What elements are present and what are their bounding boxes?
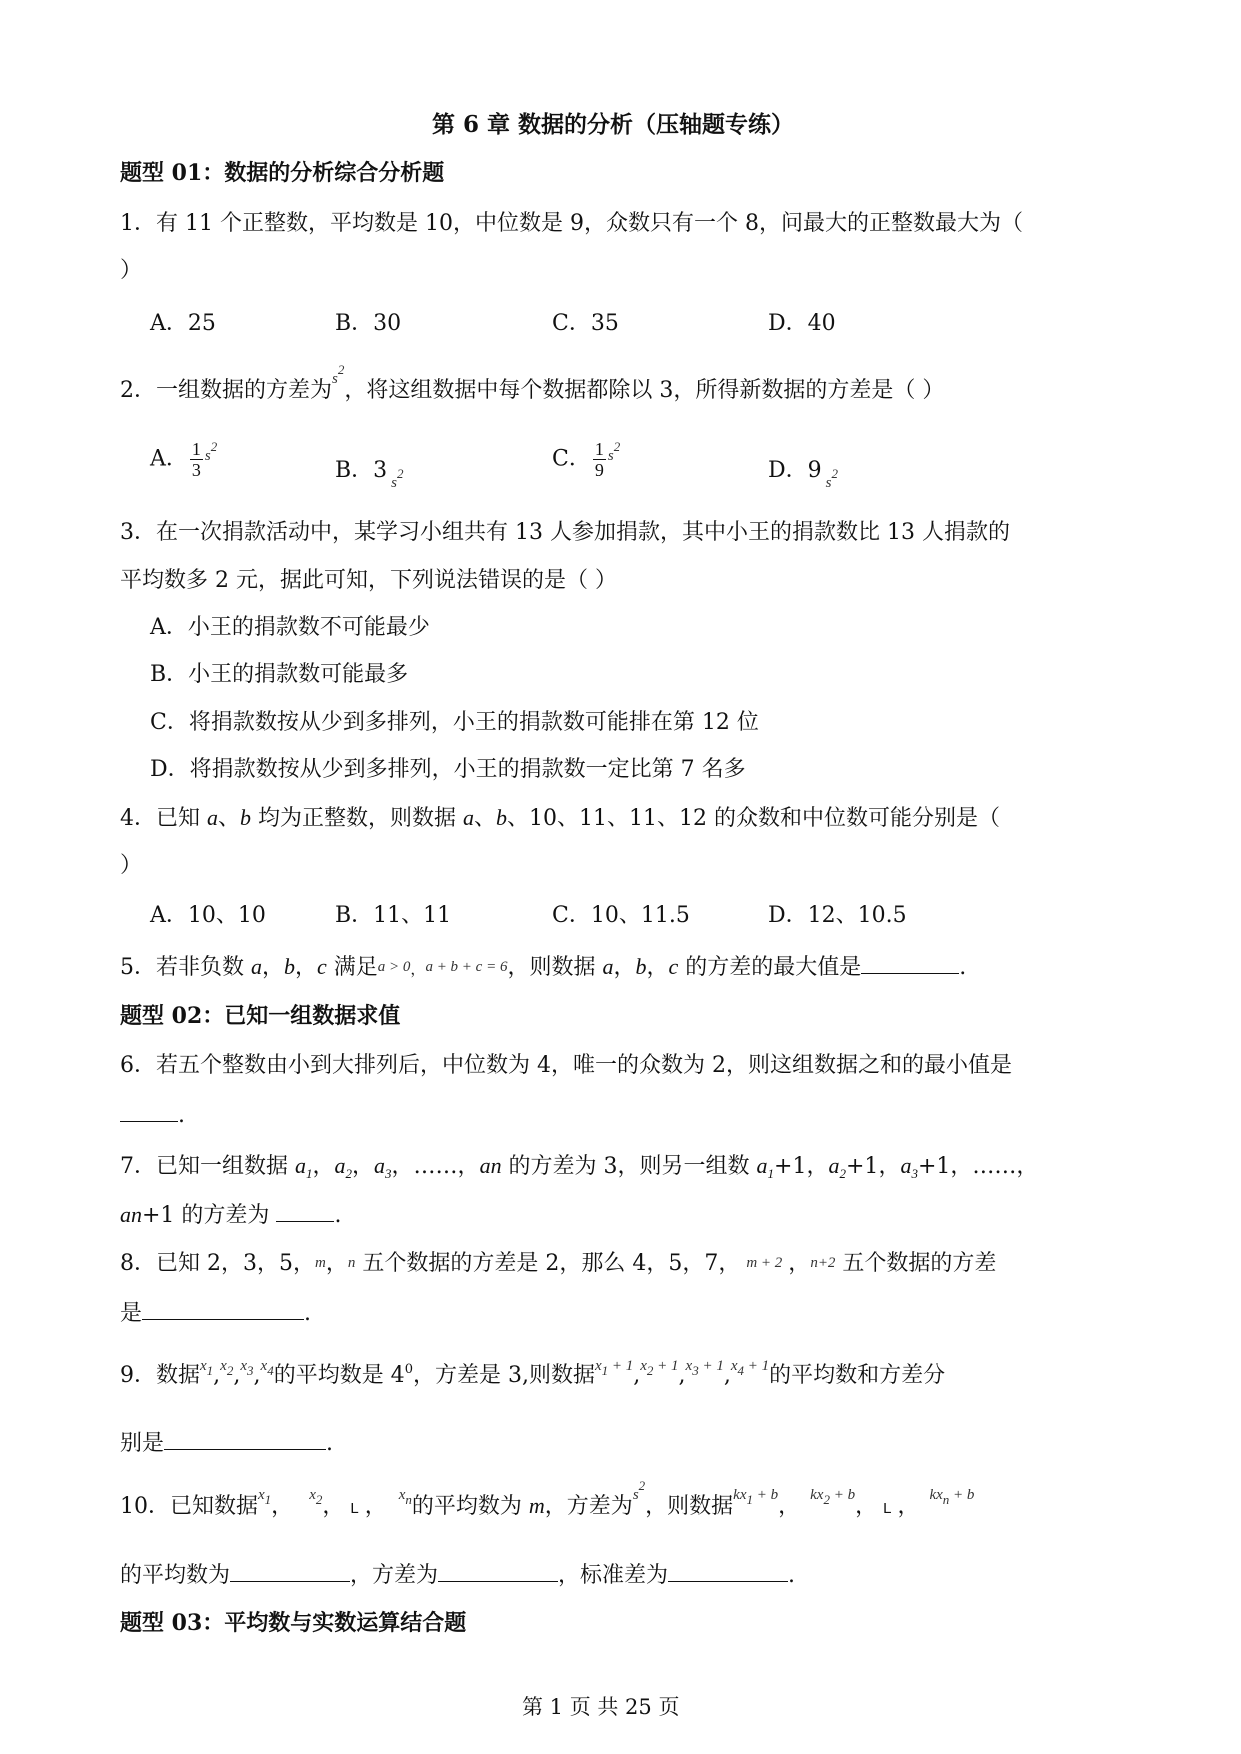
q3-option-d: D．将捐款数按从少到多排列，小王的捐款数一定比第 7 名多 (150, 757, 746, 782)
question-10-cont: 的平均数为 ，方差为 ，标准差为 . (120, 1563, 796, 1588)
question-1-cont: ） (120, 258, 143, 283)
question-8: 8．已知 2，3，5，m，n 五个数据的方差是 2，那么 4，5，7， m + 2 ，n+2 五个数据的方差 (120, 1251, 997, 1276)
section-heading-2: 题型 02：已知一组数据求值 (120, 1003, 401, 1029)
section-heading-1: 题型 01：数据的分析综合分析题 (120, 160, 445, 186)
answer-blank (861, 955, 959, 974)
question-8-cont: 是 . (120, 1301, 312, 1326)
section-heading-3: 题型 03：平均数与实数运算结合题 (120, 1610, 467, 1636)
question-4: 4．已知 a、b 均为正整数，则数据 a、b、10、11、11、12 的众数和中位数可能分别是（ (120, 805, 1001, 831)
answer-blank (120, 1103, 178, 1122)
q4-option-b: B．11、11 (335, 903, 452, 928)
q1-option-d: D．40 (768, 311, 836, 336)
answer-blank (142, 1301, 304, 1320)
q4-option-a: A．10、10 (150, 903, 266, 928)
q2-option-c: C． $\frac{1}{9}$ $^{s2}$ (552, 438, 621, 480)
question-6: 6．若五个整数由小到大排列后，中位数为 4，唯一的众数为 2，则这组数据之和的最小值是 (120, 1053, 1012, 1078)
q3-option-a: A．小王的捐款数不可能最少 (150, 615, 430, 640)
q3-option-b: B．小王的捐款数可能最多 (150, 662, 409, 687)
question-7: 7．已知一组数据 $a_1$，$a_2$，$a_3$，……，an 的方差为 3，则另一组数 $a_1+1$，$a_2+1$，$a_3+1$，……， (120, 1153, 1039, 1181)
q2-option-b: B．3 $_{s2}$ (335, 458, 404, 491)
page-title: 第 6 章 数据的分析（压轴题专练） (432, 111, 795, 138)
question-10: 10．已知数据$^{x1}$， $^{x2}$， L ， $^{xn}$的平均数为 m，方差为$^{s2}$，则数据$^{kx1 + b}$， $^{kx2 + b}$， L ， $^{kxn + b}$ (120, 1478, 975, 1519)
q2-option-d: D．9 $_{s2}$ (768, 458, 838, 491)
question-3-cont: 平均数多 2 元，据此可知，下列说法错误的是（ ） (120, 568, 617, 593)
answer-blank (164, 1431, 326, 1450)
question-4-cont: ） (120, 853, 143, 878)
answer-blank (438, 1563, 558, 1582)
question-9-cont: 别是 . (120, 1431, 334, 1456)
q1-option-b: B．30 (335, 311, 402, 336)
q1-option-a: A．25 (150, 311, 216, 336)
q1-option-c: C．35 (552, 311, 619, 336)
q3-option-c: C．将捐款数按从少到多排列，小王的捐款数可能排在第 12 位 (150, 710, 759, 735)
question-3: 3．在一次捐款活动中，某学习小组共有 13 人参加捐款，其中小王的捐款数比 13 人捐款的 (120, 520, 1010, 545)
question-7-cont: an+1 的方差为 . (120, 1202, 342, 1228)
question-9: 9．数据$^{x1}$,$^{x2}$,$^{x3}$,$^{x4}$的平均数是 $4^0$，方差是 3,则数据$^{x1 + 1}$,$^{x2 + 1}$,$^{x3 + 1}$,$^{x4 + 1}$的平均数和方差分 (120, 1358, 946, 1388)
page-footer: 第 1 页 共 25 页 (522, 1695, 680, 1719)
q4-option-d: D．12、10.5 (768, 903, 907, 928)
question-6-cont: . (120, 1103, 185, 1127)
answer-blank (668, 1563, 788, 1582)
q2-option-a: A． $\frac{1}{3}$ $^{s2}$ (150, 438, 218, 480)
answer-blank (276, 1203, 334, 1222)
answer-blank (230, 1563, 350, 1582)
q4-option-c: C．10、11.5 (552, 903, 690, 928)
question-5: 5．若非负数 a，b，c 满足a > 0，a + b + c = 6，则数据 a，b，c 的方差的最大值是 . (120, 954, 967, 980)
question-2: 2．一组数据的方差为$^{s2}$，将这组数据中每个数据都除以 3，所得新数据的方差是（ ） (120, 362, 945, 403)
question-1: 1．有 11 个正整数，平均数是 10，中位数是 9，众数只有一个 8，问最大的正整数最大为（ (120, 211, 1023, 236)
